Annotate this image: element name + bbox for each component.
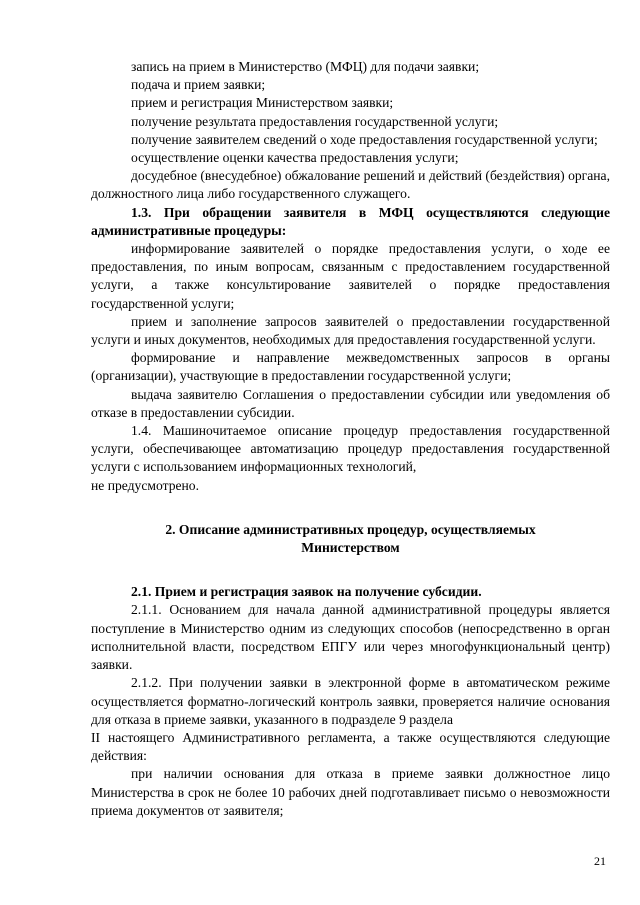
paragraph: информирование заявителей о порядке предоставления услуги, о ходе ее предоставления, по иным вопросам, связанным с предоставлением государственной услуги, а также консультирование заявителей о порядке предоставления государственной услуги; xyxy=(91,241,610,311)
paragraph: 2.1.1. Основанием для начала данной административной процедуры является поступление в Министерство одним из следующих способов (непосредственно в орган исполнительной власти, посредством ЕПГУ или через многофункциональный центр) заявки. xyxy=(91,602,610,673)
paragraph: получение результата предоставления государственной услуги; xyxy=(131,113,499,129)
paragraph: II настоящего Административного регламента, а также осуществляются следующие действия: xyxy=(91,729,610,764)
paragraph: осуществление оценки качества предоставления услуги; xyxy=(131,150,459,166)
paragraph: 1.4. Машиночитаемое описание процедур предоставления государственной услуги, обеспечивающее автоматизацию процедур предоставления государственной услуги с использованием информационных технологий, xyxy=(91,423,610,475)
paragraph: формирование и направление межведомственных запросов в органы (организации), участвующие в предоставлении государственной услуги; xyxy=(91,350,610,384)
section-heading xyxy=(91,521,610,557)
paragraph: при наличии основания для отказа в приеме заявки должностное лицо Министерства в срок не более 10 рабочих дней подготавливает письмо о невозможности приема документов от заявителя; xyxy=(91,766,610,818)
paragraph: запись на прием в Министерство (МФЦ) для подачи заявки; xyxy=(131,59,480,74)
paragraph: выдача заявителю Соглашения о предоставлении субсидии или уведомления об отказе в предоставлении субсидии. xyxy=(91,386,610,420)
paragraph: 2.1.2. При получении заявки в электронной форме в автоматическом режиме осуществляется форматно-логический контроль заявки, проверяется наличие основания для отказа в приеме заявки, указанного в подразделе 9 раздела xyxy=(91,675,610,727)
paragraph: не предусмотрено. xyxy=(91,477,200,493)
paragraph: прием и регистрация Министерством заявки; xyxy=(131,95,394,111)
page-number: 21 xyxy=(594,854,606,868)
paragraph: получение заявителем сведений о ходе предоставления государственной услуги; xyxy=(131,131,598,147)
subsection-heading: 2.1. Прием и регистрация заявок на получение субсидии. xyxy=(131,584,482,600)
paragraph: прием и заполнение запросов заявителей о предоставлении государственной услуги и иных документов, необходимых для предоставления государственной услуги. xyxy=(91,313,610,348)
section-heading-line: 2. Описание административных процедур, осуществляемых xyxy=(165,521,536,537)
paragraph: досудебное (внесудебное) обжалование решений и действий (бездействия) органа, должностного лица либо государственного служащего. xyxy=(91,168,610,202)
paragraph: подача и прием заявки; xyxy=(131,77,266,93)
document-body xyxy=(91,58,610,820)
section-1-3-heading: 1.3. При обращении заявителя в МФЦ осуществляются следующие административные процедуры: xyxy=(91,204,610,238)
section-heading-line: Министерством xyxy=(301,540,400,556)
